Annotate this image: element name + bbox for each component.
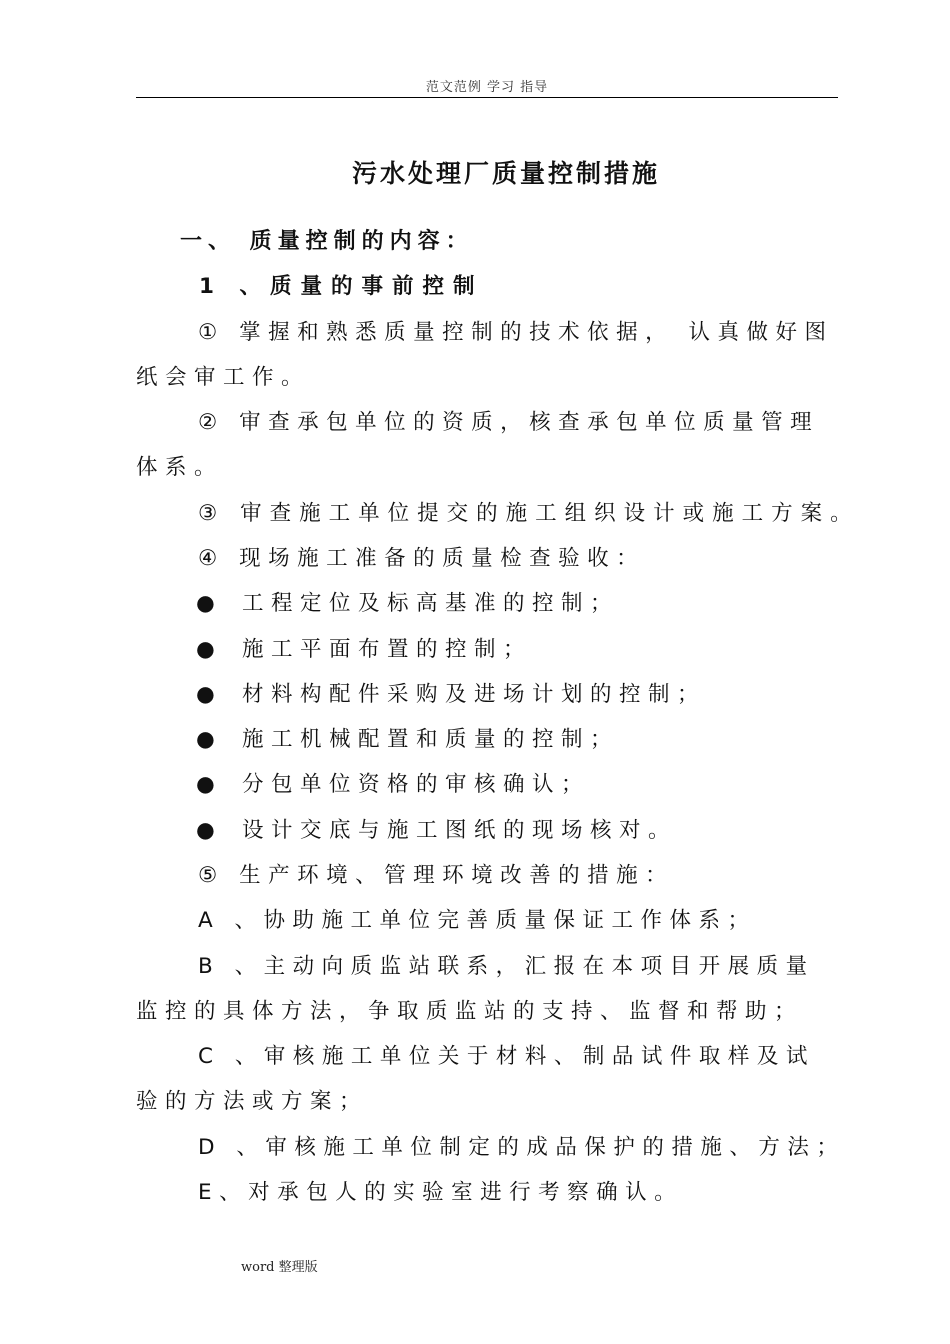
bullet-item — [196, 770, 590, 800]
bullet-item — [196, 589, 619, 619]
subsection-heading-1: 1 、质量的事前控制 — [199, 274, 484, 299]
measure-b: B 、主动向质监站联系，汇报在本项目开展质量 — [198, 954, 815, 979]
measure-e: E、对承包人的实验室进行考察确认。 — [198, 1180, 684, 1205]
measure-b-cont: 监控的具体方法，争取质监站的支持、监督和帮助； — [136, 999, 804, 1024]
header-divider — [136, 97, 838, 98]
measure-a: A 、协助施工单位完善质量保证工作体系； — [198, 908, 757, 933]
measure-c-cont: 验的方法或方案； — [136, 1089, 369, 1114]
measure-c: C 、审核施工单位关于材料、制品试件取样及试 — [198, 1044, 815, 1069]
bullet-icon: ● — [196, 637, 215, 662]
bullet-item — [196, 725, 619, 755]
bullet-item — [196, 635, 532, 665]
paragraph-item-3: ③ 审查施工单位提交的施工组织设计或施工方案。 — [198, 501, 860, 526]
bullet-item — [196, 680, 706, 710]
bullet-text: 施工平面布置的控制； — [242, 637, 533, 662]
bullet-icon: ● — [196, 682, 215, 707]
page-footer: word 整理版 — [241, 1260, 318, 1275]
paragraph-item-1-cont: 纸会审工作。 — [136, 365, 311, 390]
section-heading-1: 一、 质量控制的内容： — [180, 229, 474, 254]
paragraph-item-5: ⑤ 生产环境、管理环境改善的措施： — [198, 863, 675, 888]
bullet-icon: ● — [196, 727, 215, 752]
page-header: 范文范例 学习 指导 — [425, 80, 549, 95]
bullet-text: 工程定位及标高基准的控制； — [242, 591, 620, 616]
bullet-item — [196, 816, 677, 846]
paragraph-item-2: ② 审查承包单位的资质，核查承包单位质量管理 — [198, 410, 820, 435]
paragraph-item-1: ① 掌握和熟悉质量控制的技术依据， 认真做好图 — [198, 320, 834, 345]
bullet-text: 施工机械配置和质量的控制； — [242, 727, 620, 752]
measure-d: D 、审核施工单位制定的成品保护的措施、方法； — [198, 1135, 846, 1160]
paragraph-item-4: ④ 现场施工准备的质量检查验收： — [198, 546, 646, 571]
bullet-icon: ● — [196, 818, 215, 843]
bullet-text: 设计交底与施工图纸的现场核对。 — [242, 818, 678, 843]
bullet-text: 材料构配件采购及进场计划的控制； — [242, 682, 707, 707]
bullet-icon: ● — [196, 772, 215, 797]
bullet-text: 分包单位资格的审核确认； — [242, 772, 591, 797]
bullet-icon: ● — [196, 591, 215, 616]
document-title: 污水处理厂质量控制措施 — [351, 159, 660, 188]
paragraph-item-2-cont: 体系。 — [136, 455, 224, 480]
